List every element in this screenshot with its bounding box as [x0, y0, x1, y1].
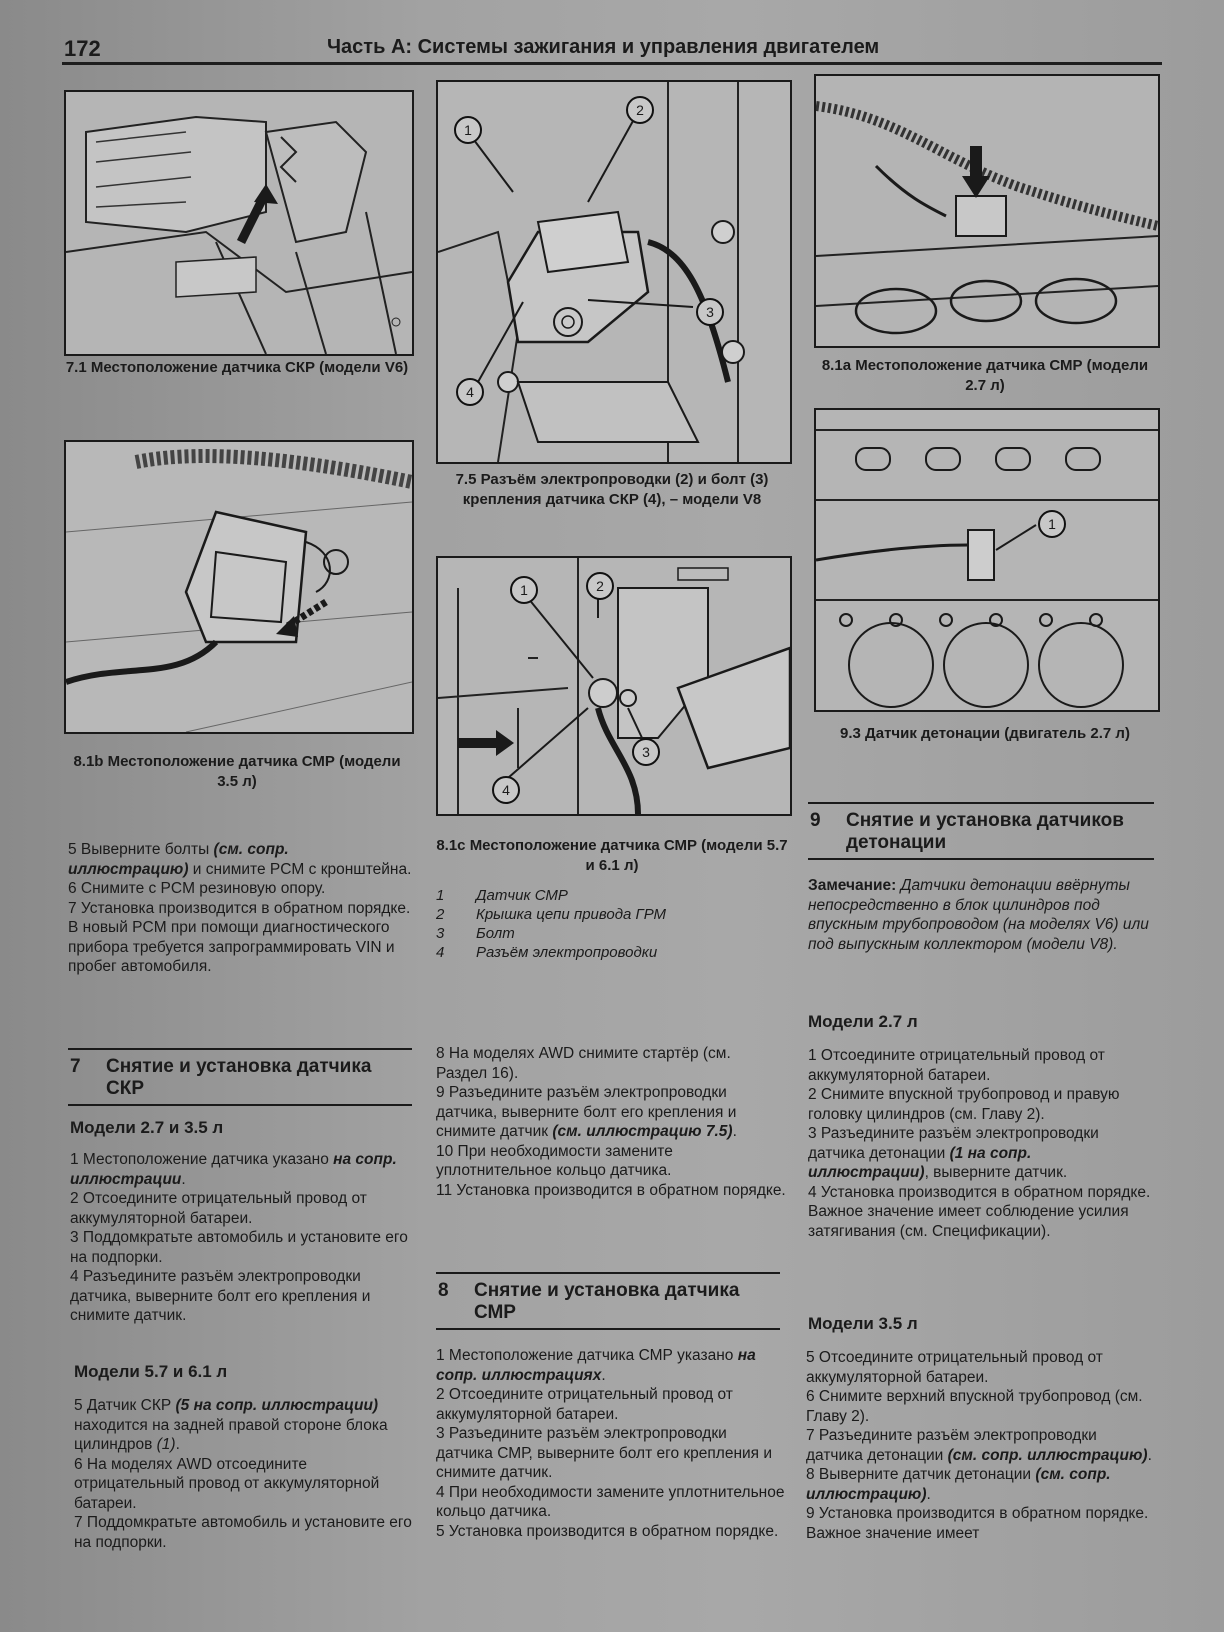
page-number: 172 [64, 36, 101, 61]
figure-legend [436, 886, 788, 962]
callout-1: 1 [454, 116, 482, 144]
column-1-top-text [68, 840, 412, 977]
column-2-bottom-text [436, 1346, 786, 1541]
subheading-models-2-7-3-5: Модели 2.7 и 3.5 л [70, 1118, 224, 1137]
paragraph: 9 Разъедините разъём электропроводки датчика, выверните болт его крепления и снимите датчик (см. иллюстрацию 7.5). [436, 1084, 737, 1140]
figure-9-3 [814, 408, 1160, 712]
column-3-note [808, 876, 1156, 954]
figure-8-1c [436, 556, 792, 816]
callout-1: 1 [510, 576, 538, 604]
figure-7-1-drawing [66, 92, 412, 354]
paragraph: 11 Установка производится в обратном порядке. [436, 1181, 786, 1199]
note: Замечание: Датчики детонации ввёрнуты непосредственно в блок цилиндров под впускным трубопроводом (на моделях V6) или под выпускным коллектором (модели V8). [808, 877, 1149, 953]
section-7-heading: 7 Снятие и установка датчика СКР [68, 1048, 412, 1106]
paragraph: 8 На моделях AWD снимите стартёр (см. Раздел 16). [436, 1045, 731, 1082]
paragraph: 6 Снимите верхний впускной трубопровод (см. Главу 2). [806, 1388, 1143, 1425]
subheading-models-2-7: Модели 2.7 л [808, 1012, 918, 1031]
paragraph: 7 Установка производится в обратном порядке. В новый PCM при помощи диагностического прибора требуется запрограммировать VIN и пробег автомобиля. [68, 899, 411, 975]
paragraph: 9 Установка производится в обратном порядке. Важное значение имеет [806, 1505, 1149, 1542]
caption-9-3: 9.3 Датчик детонации (двигатель 2.7 л) [840, 725, 1130, 742]
column-1-bottom-text [74, 1396, 414, 1552]
paragraph: 3 Поддомкратьте автомобиль и установите его на подпорки. [70, 1229, 408, 1266]
paragraph: 4 При необходимости замените уплотнительное кольцо датчика. [436, 1483, 785, 1520]
figure-7-5-drawing [438, 82, 790, 462]
caption-8-1b: 8.1b Местоположение датчика СМР (модели 3.5 л) [73, 753, 401, 790]
paragraph: 6 На моделях AWD отсоедините отрицательный провод от аккумуляторной батареи. [74, 1455, 380, 1512]
paragraph: 5 Выверните болты (см. сопр. иллюстрацию) и снимите PCM с кронштейна. [68, 841, 412, 878]
column-2-top-text [436, 1044, 786, 1200]
callout-1: 1 [1038, 510, 1066, 538]
paragraph: 3 Разъедините разъём электропроводки датчика детонации (1 на сопр. иллюстрации), выверните датчик. [808, 1125, 1099, 1181]
column-3-bottom-text [806, 1348, 1154, 1543]
paragraph: 4 Разъедините разъём электропроводки датчика, выверните болт его крепления и снимите датчик. [70, 1268, 371, 1324]
caption-8-1a: 8.1а Местоположение датчика СМР (модели 2.7 л) [821, 357, 1149, 394]
callout-4: 4 [456, 378, 484, 406]
paragraph: 10 При необходимости замените уплотнительное кольцо датчика. [436, 1142, 673, 1179]
subheading-models-3-5: Модели 3.5 л [808, 1314, 918, 1333]
figure-8-1c-drawing [438, 558, 790, 814]
figure-7-5 [436, 80, 792, 464]
figure-8-1a [814, 74, 1160, 348]
caption-8-1c: 8.1с Местоположение датчика СМР (модели 5.7 и 6.1 л) [436, 837, 788, 874]
figure-8-1a-drawing [816, 76, 1158, 346]
paragraph: 1 Отсоедините отрицательный провод от аккумуляторной батареи. [808, 1047, 1105, 1084]
callout-3: 3 [696, 298, 724, 326]
paragraph: 1 Местоположение датчика указано на сопр. иллюстрации. [70, 1151, 397, 1188]
callout-3: 3 [632, 738, 660, 766]
chapter-title: Часть А: Системы зажигания и управления двигателем [327, 36, 880, 58]
legend-item: 4 Разъём электропроводки [436, 944, 658, 961]
paragraph: 1 Местоположение датчика СМР указано на сопр. иллюстрациях. [436, 1347, 756, 1384]
paragraph: 8 Выверните датчик детонации (см. сопр. иллюстрацию). [806, 1466, 1111, 1503]
page-header [62, 36, 1162, 65]
callout-2: 2 [626, 96, 654, 124]
section-8-heading: 8 Снятие и установка датчика СМР [436, 1272, 780, 1330]
paragraph: 2 Отсоедините отрицательный провод от аккумуляторной батареи. [70, 1190, 367, 1227]
paragraph: 3 Разъедините разъём электропроводки датчика СМР, выверните болт его крепления и снимите датчик. [436, 1425, 773, 1481]
column-1-mid-text [70, 1150, 412, 1326]
paragraph: 7 Поддомкратьте автомобиль и установите его на подпорки. [74, 1514, 412, 1551]
paragraph: 4 Установка производится в обратном порядке. Важное значение имеет соблюдение усилия затягивания (см. Спецификации). [808, 1183, 1151, 1240]
legend-item: 3 Болт [436, 925, 515, 942]
figure-7-1 [64, 90, 414, 356]
figure-9-3-drawing [816, 410, 1158, 710]
paragraph: 2 Снимите впускной трубопровод и правую головку цилиндров (см. Главу 2). [808, 1086, 1120, 1123]
figure-8-1b [64, 440, 414, 734]
caption-7-1: 7.1 Местоположение датчика СКР (модели V6) [65, 359, 409, 376]
paragraph: 2 Отсоедините отрицательный провод от аккумуляторной батареи. [436, 1386, 733, 1423]
legend-item: 1 Датчик СМР [436, 887, 568, 904]
paragraph: 5 Отсоедините отрицательный провод от аккумуляторной батареи. [806, 1349, 1103, 1386]
column-3-mid-text [808, 1046, 1156, 1241]
caption-7-5: 7.5 Разъём электропроводки (2) и болт (3) крепления датчика СКР (4), – модели V8 [455, 471, 769, 508]
legend-item: 2 Крышка цепи привода ГРМ [436, 906, 667, 923]
paragraph: 5 Установка производится в обратном порядке. [436, 1522, 779, 1540]
paragraph: 6 Снимите с PCM резиновую опору. [68, 880, 326, 897]
paragraph: 7 Разъедините разъём электропроводки датчика детонации (см. сопр. иллюстрацию). [806, 1427, 1152, 1464]
subheading-models-5-7-6-1: Модели 5.7 и 6.1 л [74, 1362, 228, 1381]
section-9-heading: 9 Снятие и установка датчиков детонации [808, 802, 1154, 860]
paragraph: 5 Датчик СКР (5 на сопр. иллюстрации) находится на задней правой стороне блока цилиндров (1). [74, 1397, 388, 1453]
figure-8-1b-drawing [66, 442, 412, 732]
callout-4: 4 [492, 776, 520, 804]
callout-2: 2 [586, 572, 614, 600]
